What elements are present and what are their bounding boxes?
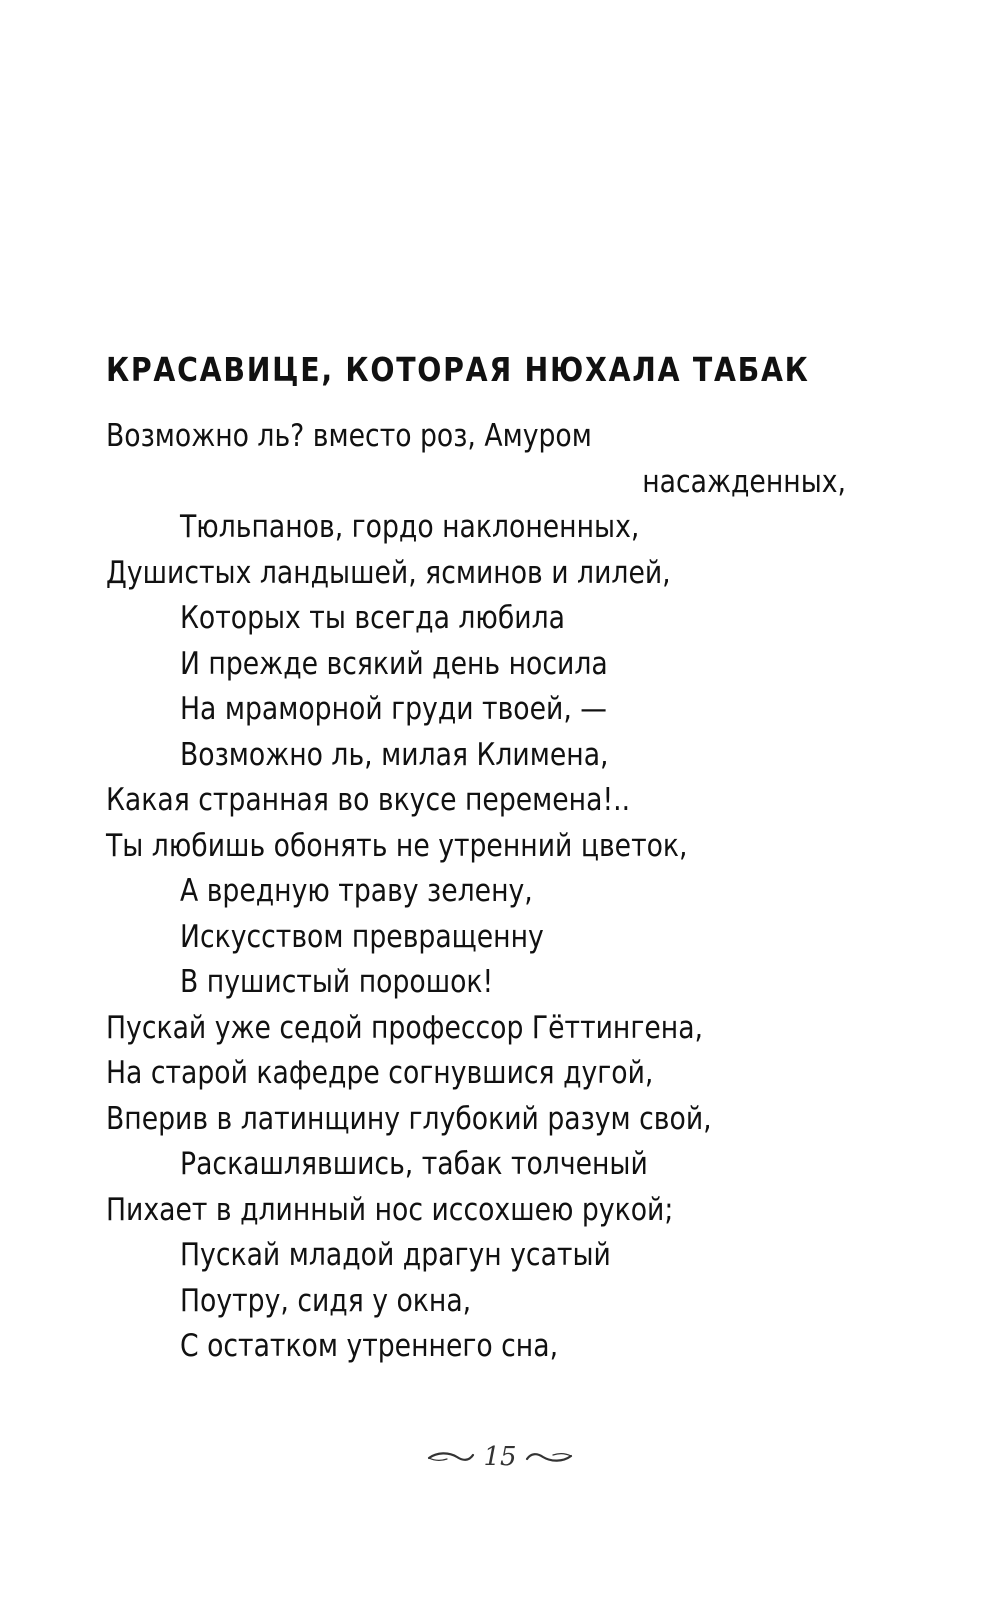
poem-line: На старой кафедре согнувшися дугой, — [106, 1055, 654, 1091]
swash-left-icon — [427, 1449, 475, 1465]
poem-line: Искусством превращенну — [180, 918, 544, 955]
poem-line: Раскашлявшись, табак толченый — [180, 1146, 648, 1182]
poem-line: Ты любишь обонять не утренний цветок, — [106, 827, 688, 864]
poem-line: В пушистый порошок! — [180, 964, 494, 1000]
poem-title: КРАСАВИЦЕ, КОТОРАЯ НЮХАЛА ТАБАК — [106, 350, 810, 389]
poem-line: На мраморной груди твоей, — — [180, 691, 607, 727]
page-number: 15 — [483, 1442, 517, 1472]
poem-line: Вперив в латинщину глубокий разум свой, — [106, 1100, 712, 1137]
poem-line: Пускай уже седой профессор Гёттингена, — [106, 1009, 704, 1046]
poem-body — [106, 414, 846, 1370]
poem-line: И прежде всякий день носила — [180, 645, 608, 682]
page-folio — [0, 1437, 1000, 1477]
poem-line: насажденных, — [642, 463, 846, 500]
poem-line: С остатком утреннего сна, — [180, 1328, 559, 1364]
poem-line: Тюльпанов, гордо наклоненных, — [180, 509, 640, 545]
poem-line: Возможно ль, милая Климена, — [180, 736, 609, 773]
poem-line: Душистых ландышей, ясминов и лилей, — [106, 554, 671, 591]
poem-line: Которых ты всегда любила — [180, 600, 566, 636]
swash-right-icon — [525, 1449, 573, 1465]
poem-line: Какая странная во вкусе перемена!.. — [106, 782, 631, 818]
poem-line: Поутру, сидя у окна, — [180, 1282, 472, 1319]
poem-line: Пихает в длинный нос иссохшею рукой; — [106, 1191, 674, 1228]
poem-line: Возможно ль? вместо роз, Амуром — [106, 418, 592, 454]
poem-line: А вредную траву зелену, — [180, 873, 533, 909]
poem-line: Пускай младой драгун усатый — [180, 1237, 611, 1273]
